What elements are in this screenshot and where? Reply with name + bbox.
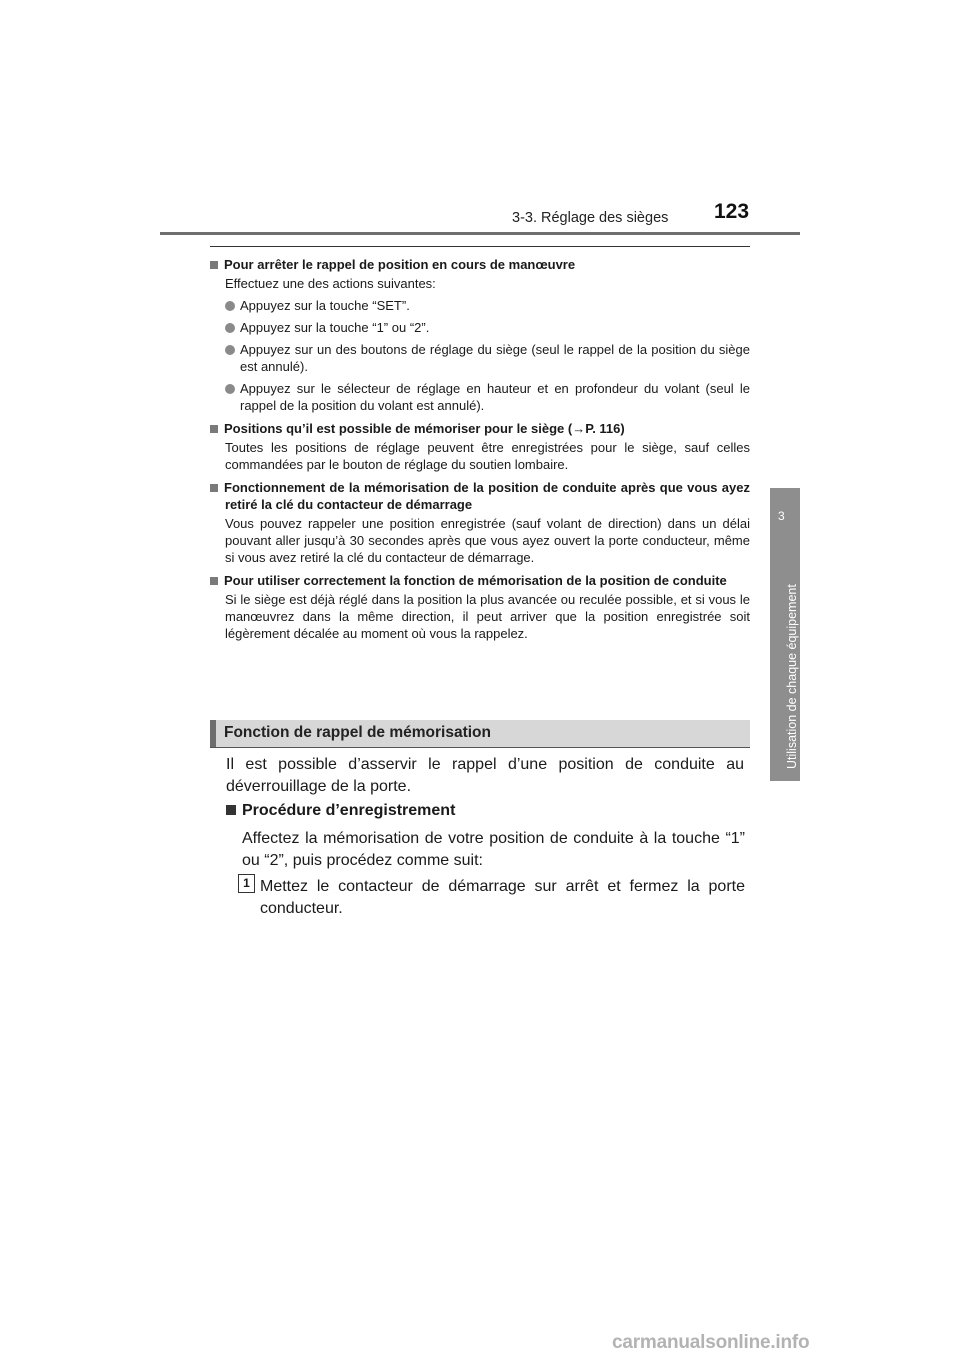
note-after-key-removal bbox=[210, 479, 750, 566]
square-bullet-icon bbox=[210, 577, 218, 585]
watermark: carmanualsonline.info bbox=[612, 1332, 810, 1353]
sub-text: Affectez la mémorisation de votre position de conduite à la touche “1” ou “2”, puis procédez comme suit: bbox=[242, 830, 745, 869]
chapter-number: 3 bbox=[778, 509, 785, 523]
section-intro: Il est possible d’asservir le rappel d’une position de conduite au déverrouillage de la porte. bbox=[226, 756, 744, 795]
note-heading: Pour arrêter le rappel de position en cours de manœuvre bbox=[210, 256, 750, 273]
note-heading: Positions qu’il est possible de mémoriser pour le siège (→P. 116) bbox=[210, 420, 750, 437]
sub-heading: Procédure d’enregistrement bbox=[226, 802, 455, 820]
page-header bbox=[0, 0, 960, 240]
note-correct-use bbox=[210, 572, 750, 642]
note-heading: Fonctionnement de la mémorisation de la position de conduite après que vous ayez retiré la clé du contacteur de démarrage bbox=[210, 479, 750, 513]
header-rule bbox=[160, 232, 800, 235]
circle-bullet-icon bbox=[225, 384, 235, 394]
note-memorizable-positions bbox=[210, 420, 750, 473]
section-accent bbox=[210, 720, 216, 747]
section-label: 3-3. Réglage des sièges bbox=[512, 210, 669, 226]
circle-bullet-icon bbox=[225, 345, 235, 355]
note-heading: Pour utiliser correctement la fonction de mémorisation de la position de conduite bbox=[210, 572, 750, 589]
note-stop-recall bbox=[210, 256, 750, 414]
list-item: Appuyez sur le sélecteur de réglage en hauteur et en profondeur du volant (seul le rappel de la position du volant est annulé). bbox=[210, 380, 750, 414]
square-bullet-icon bbox=[210, 425, 218, 433]
circle-bullet-icon bbox=[225, 301, 235, 311]
section-title: Fonction de rappel de mémorisation bbox=[224, 724, 491, 741]
note-text: Vous pouvez rappeler une position enregistrée (sauf volant de direction) dans un délai pouvant aller jusqu’à 30 secondes après que vous ayez ouvert la porte conducteur, même si vous avez retiré la clé du contacteur de démarrage. bbox=[225, 516, 750, 565]
square-bullet-icon bbox=[210, 484, 218, 492]
content-top-rule bbox=[210, 246, 750, 247]
section-title-bar bbox=[210, 720, 750, 748]
step-number-badge: 1 bbox=[238, 874, 255, 893]
note-text: Si le siège est déjà réglé dans la position la plus avancée ou reculée possible, et si vous le manœuvrez dans la même direction, il peut arriver que la position enregistrée soit légèrement décalée au moment où vous la rappelez. bbox=[225, 592, 750, 641]
list-item: Appuyez sur la touche “SET”. bbox=[210, 297, 750, 314]
square-bullet-icon bbox=[210, 261, 218, 269]
notes-container bbox=[210, 256, 750, 648]
circle-bullet-icon bbox=[225, 323, 235, 333]
square-bullet-icon bbox=[226, 805, 236, 815]
note-text: Effectuez une des actions suivantes: bbox=[225, 276, 436, 291]
chapter-title: Utilisation de chaque équipement bbox=[785, 584, 799, 769]
step-text: Mettez le contacteur de démarrage sur arrêt et fermez la porte conducteur. bbox=[260, 878, 745, 917]
page-number: 123 bbox=[714, 200, 750, 223]
list-item: Appuyez sur un des boutons de réglage du siège (seul le rappel de la position du siège est annulé). bbox=[210, 341, 750, 375]
list-item: Appuyez sur la touche “1” ou “2”. bbox=[210, 319, 750, 336]
note-text: Toutes les positions de réglage peuvent être enregistrées pour le siège, sauf celles commandées par le bouton de réglage du soutien lombaire. bbox=[225, 440, 750, 472]
